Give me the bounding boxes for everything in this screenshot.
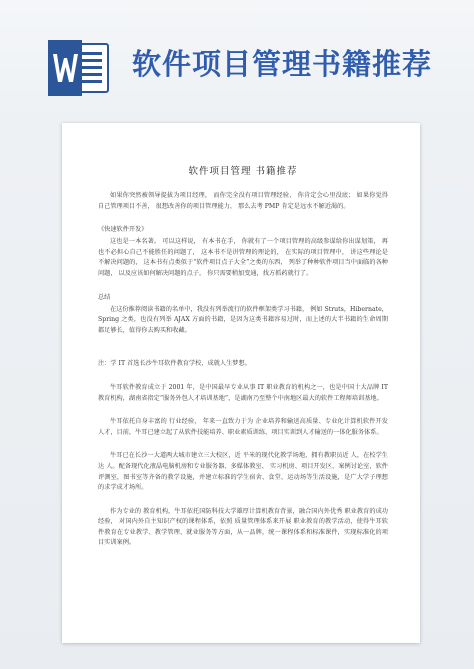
paragraph-education: 作为专业的 教育机构，牛耳依托国防科技大学雄厚计算机教育背景，融合国内外优秀 职业教育的成功经验， 对国内外自主知识产权的课程体系，依照 质量管理体系来开展 职业教育的教学活动，使得牛耳软件教育在专业教学、教学管理、就业服务等方面，从一品牌，统一课程体系和标准课件，实现标准化的项目实训案例。 [98, 507, 388, 547]
word-icon [46, 40, 110, 96]
document-title: 软件项目管理书籍推荐 [132, 47, 433, 81]
paper-title: 软件项目管理 书籍推荐 [188, 166, 298, 177]
paragraph-company: 牛耳软件教育成立于 2001 年，是中国最早专业从事 IT 职业教育的机构之一，也是中国十大品牌 IT 教育机构，湖南省指定“服务外包人才培训基地”，是湖南乃至整个中南地区最大的软件工程师培训基地。 [98, 383, 388, 402]
paragraph-book: 这也是一本名著。 可以这样说， 有本书在手， 你就有了一个项目管理的高级参谋给你出谋划策， 再也不必担心自己不能胜任的问题了， 这本书不是讲管理的理论的， 在实际的项目管理中， 讲这些理论是不解决问题的， 这本书有点类似于“软件项目点子大全”之类的东西， 列举了种种软件项目当中面临的各种问题， 以及应该如何解决问题的点子， 你只需要稍加变通，找方抓药就行了。 [98, 238, 388, 277]
summary-heading: 总结 [98, 293, 111, 301]
header [0, 0, 474, 100]
paragraph-intro: 如果你突然被领导提拔为项目经理， 而你完全没有项目管理经验， 你肯定会心里没底； 如果你觉得自己管理项目不善， 很想改善你的项目管理能力， 那么去考 PMP 肯定是远水不解近渴的。 [98, 192, 388, 210]
paragraph-note: 注：学 IT 首选长沙牛耳软件教育学校，成就人生梦想。 [98, 360, 251, 368]
paragraph-experience: 牛耳依托自身丰富的 行业经验， 年来一直致力于为 企业培养和输送高质量、专业化计算机软件开发人才，目前，牛耳已建立起了从软件技能培养、职业素质训练、项目实训到人才输送的一体化服务体系。 [98, 418, 388, 436]
paragraph-campus: 牛耳已在长沙一大道两大城市建立三大校区，近 平米的现代化教学场地，拥有教职员近 人，在校学生达 人。配备现代化液晶电脑机房和专业服务器、多媒体教室、 实习机房、项目开发区、案例讨论室，软件评测室，图书室等齐备的教学设施，并建立标准的学生宿舍、食堂、运动场等生活设施，是广大学子理想的求学成才场所。 [98, 452, 388, 492]
paragraph-summary: 在这份推荐阅读书籍的名单中，我没有列举流行的软件框架类学习书籍， 例如 Struts，Hibernate，Spring 之类，也没有列举 AJAX 方面的书籍，是因为这类书籍容易过时，而上述的大半书籍的生命周期都足够长，值得你去购买和收藏。 [98, 305, 388, 334]
book-title: 《快速软件开发》 [98, 226, 148, 234]
document-paper [62, 123, 420, 643]
